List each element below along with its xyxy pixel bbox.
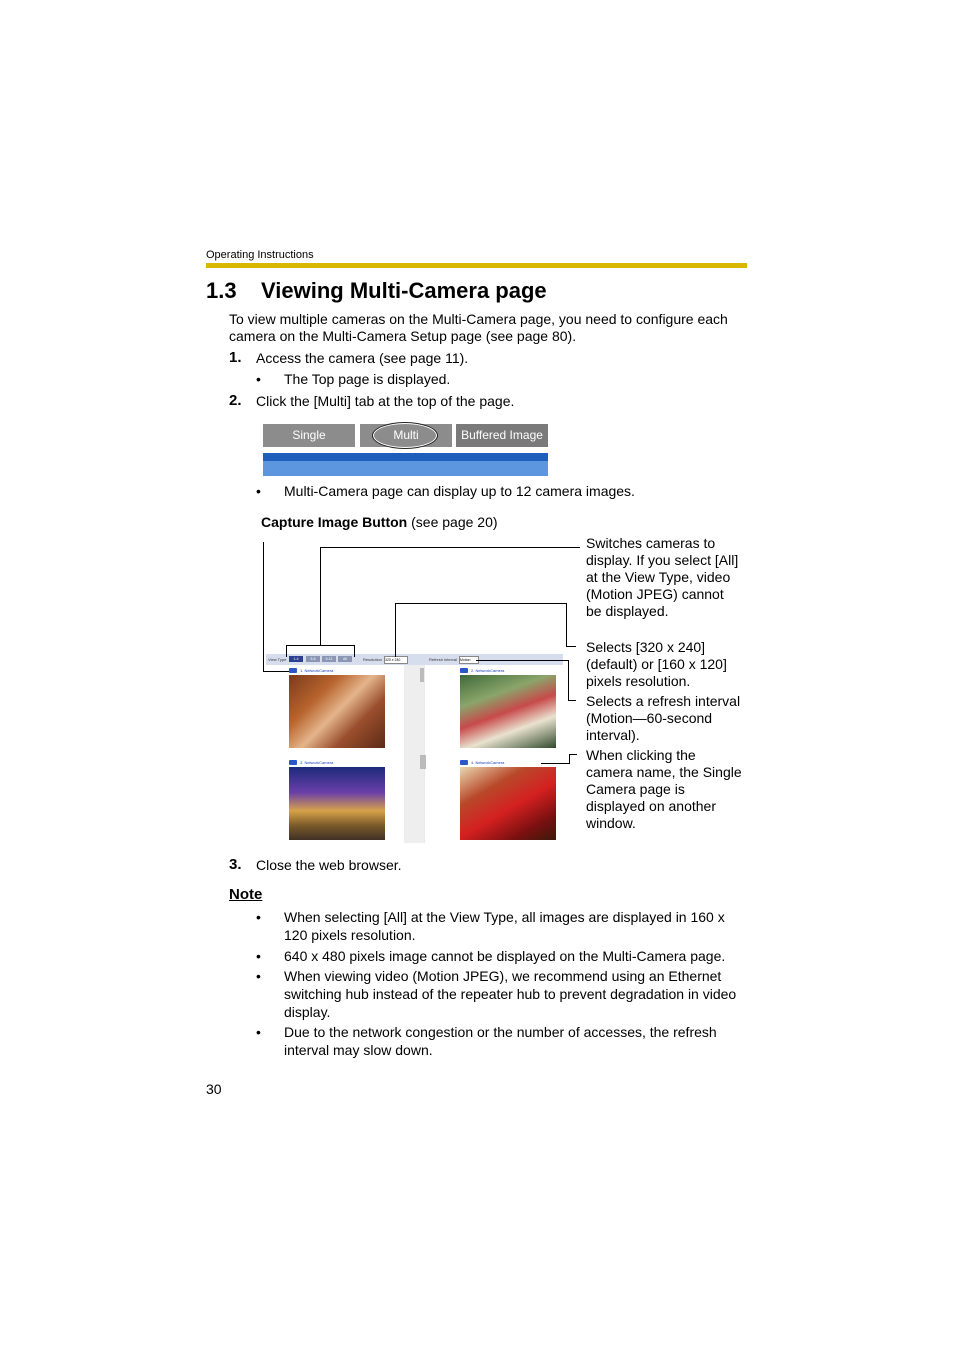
camera-name-text[interactable]: 4. NetworkCamera: [471, 760, 505, 765]
capture-image-icon[interactable]: [460, 760, 468, 765]
bullet-text: Multi-Camera page can display up to 12 camera images.: [284, 483, 635, 499]
step-number: 2.: [229, 392, 242, 409]
callout-line: Camera page is: [586, 781, 685, 797]
callout-refresh: [586, 693, 740, 744]
refresh-interval-select[interactable]: Motion: [459, 656, 479, 664]
capture-image-icon[interactable]: [289, 668, 297, 673]
scrollbar-thumb[interactable]: [420, 668, 424, 682]
camera-name-link[interactable]: [289, 668, 333, 674]
callout-line: camera name, the Single: [586, 764, 742, 780]
leader-line: [286, 645, 287, 657]
leader-line: [566, 603, 567, 647]
note-line: 640 x 480 pixels image cannot be displayed on the Multi-Camera page.: [284, 948, 726, 964]
callout-line: at the View Type, video: [586, 569, 731, 585]
intro-line-2: camera on the Multi-Camera Setup page (see page 80).: [229, 328, 577, 344]
leader-line: [395, 603, 566, 604]
view-type-button[interactable]: 5-8: [306, 656, 320, 662]
leader-line: [320, 547, 321, 646]
callout-resolution: [586, 639, 727, 690]
camera-name-link[interactable]: [460, 760, 504, 766]
column-separator: [404, 665, 424, 843]
leader-line: [354, 645, 355, 657]
callout-camera-name: [586, 747, 742, 832]
callout-line: Switches cameras to: [586, 535, 716, 551]
note-line: Due to the network congestion or the number of accesses, the refresh: [284, 1024, 717, 1040]
refresh-interval-label: Refresh interval: [429, 657, 458, 662]
callout-line: displayed on another: [586, 798, 716, 814]
callout-view-type: [586, 535, 738, 620]
note-heading: Note: [229, 886, 263, 903]
callout-line: Selects a refresh interval: [586, 693, 741, 709]
capture-image-ref: (see page 20): [407, 514, 498, 530]
header-rule: [206, 263, 747, 268]
leader-line: [568, 660, 569, 700]
camera-image: [460, 767, 556, 840]
callout-line: be displayed.: [586, 603, 669, 619]
camera-name-text[interactable]: 3. NetworkCamera: [300, 760, 334, 765]
callout-line: (default) or [160 x 120]: [586, 656, 727, 672]
resolution-select[interactable]: 320 x 240: [384, 656, 408, 664]
tab-multi[interactable]: [360, 424, 452, 447]
view-type-button[interactable]: All: [338, 656, 352, 662]
leader-line: [569, 754, 577, 755]
callout-line: When clicking the: [586, 747, 696, 763]
tab-bar-screenshot: [263, 424, 548, 476]
leader-line: [569, 754, 570, 764]
view-type-button[interactable]: 1-4: [289, 656, 303, 662]
tab-multi-label: Multi: [393, 428, 419, 442]
camera-name-text[interactable]: 2. NetworkCamera: [471, 668, 505, 673]
highlight-oval: [372, 422, 438, 449]
capture-image-icon[interactable]: [289, 760, 297, 765]
view-type-button[interactable]: 9-12: [322, 656, 336, 662]
resolution-label: Resolution: [363, 657, 382, 662]
bullet-dot: •: [256, 968, 261, 984]
note-line: When selecting [All] at the View Type, all images are displayed in 160 x: [284, 909, 725, 925]
view-type-label: View Type: [268, 657, 287, 662]
capture-image-bold: Capture Image Button: [261, 514, 408, 530]
tab-underline-bar: [263, 453, 548, 461]
note-line: 120 pixels resolution.: [284, 927, 416, 943]
leader-line: [476, 660, 568, 661]
camera-image: [289, 675, 385, 748]
step-bullet-text: The Top page is displayed.: [284, 371, 451, 387]
step-text: Access the camera (see page 11).: [256, 350, 469, 366]
camera-name-text[interactable]: 1. NetworkCamera: [300, 668, 334, 673]
bullet-dot: •: [256, 1024, 261, 1040]
callout-line: interval).: [586, 727, 640, 743]
note-item: [284, 968, 736, 1021]
section-number: 1.3: [206, 278, 237, 303]
step-text: Close the web browser.: [256, 857, 402, 873]
tab-single[interactable]: Single: [263, 424, 355, 447]
leader-line: [568, 700, 576, 701]
note-item: [284, 1024, 717, 1059]
intro-line-1: To view multiple cameras on the Multi-Camera page, you need to configure each: [229, 311, 728, 327]
capture-image-icon[interactable]: [460, 668, 468, 673]
page-number: 30: [206, 1081, 222, 1097]
leader-line: [263, 542, 264, 672]
note-item: [284, 909, 725, 944]
multi-camera-screenshot: [266, 654, 563, 843]
bullet-dot: •: [256, 483, 261, 499]
section-title: [206, 278, 547, 304]
callout-line: window.: [586, 815, 636, 831]
camera-image: [460, 675, 556, 748]
step-number: 3.: [229, 856, 242, 873]
callout-line: (Motion JPEG) cannot: [586, 586, 724, 602]
step-number: 1.: [229, 349, 242, 366]
callout-line: pixels resolution.: [586, 673, 691, 689]
bullet-dot: •: [256, 371, 261, 387]
leader-line: [286, 645, 355, 646]
capture-image-label: [261, 514, 498, 531]
tab-buffered-image[interactable]: Buffered Image: [456, 424, 548, 447]
note-line: display.: [284, 1004, 331, 1020]
leader-line: [395, 603, 396, 657]
note-line: When viewing video (Motion JPEG), we recommend using an Ethernet: [284, 968, 722, 984]
camera-name-link[interactable]: [460, 668, 504, 674]
camera-image: [289, 767, 385, 840]
section-title-text: Viewing Multi-Camera page: [261, 278, 547, 303]
step-text: Click the [Multi] tab at the top of the page.: [256, 393, 515, 409]
note-line: switching hub instead of the repeater hub to prevent degradation in video: [284, 986, 737, 1002]
camera-name-link[interactable]: [289, 760, 333, 766]
callout-line: (Motion—60-second: [586, 710, 713, 726]
bullet-dot: •: [256, 909, 261, 925]
scrollbar-thumb[interactable]: [422, 755, 426, 769]
leader-line: [566, 646, 576, 647]
leader-line: [541, 763, 570, 764]
leader-line: [263, 671, 289, 672]
bullet-dot: •: [256, 948, 261, 964]
running-header: Operating Instructions: [206, 249, 314, 261]
callout-line: display. If you select [All]: [586, 552, 739, 568]
leader-line: [320, 547, 580, 548]
note-item: [284, 948, 725, 965]
note-line: interval may slow down.: [284, 1042, 433, 1058]
tab-content-bar: [263, 461, 548, 476]
callout-line: Selects [320 x 240]: [586, 639, 706, 655]
